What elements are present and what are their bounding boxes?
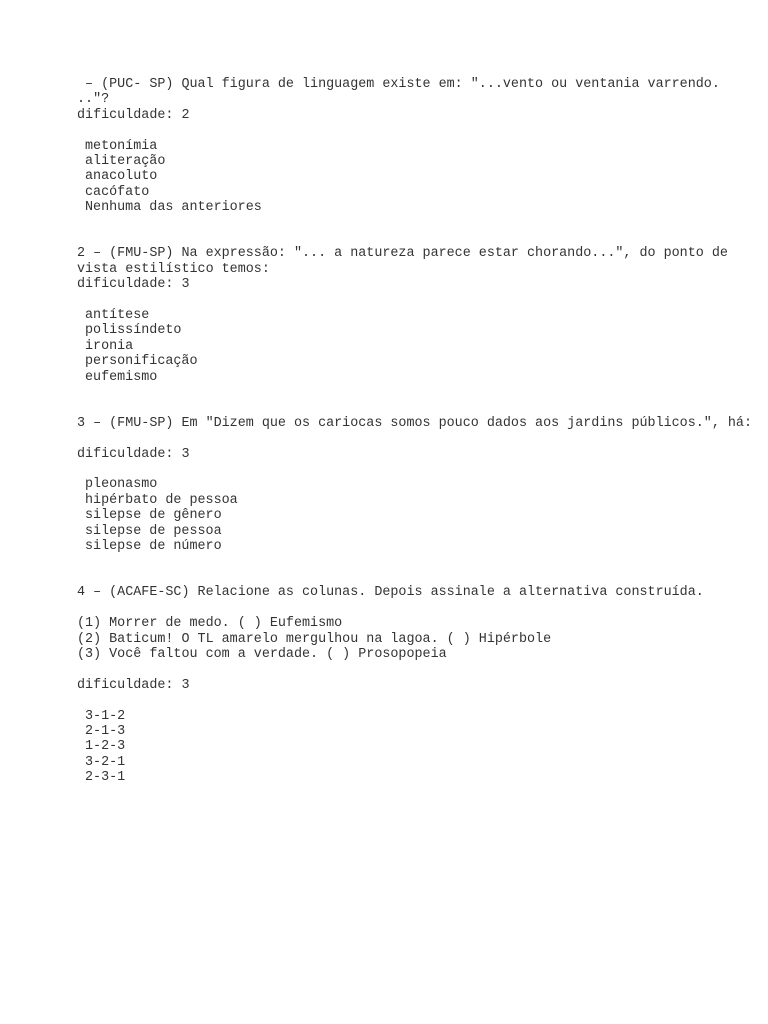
option-item[interactable]: aliteração xyxy=(85,154,166,170)
question-1 xyxy=(77,77,737,216)
option-item[interactable]: hipérbato de pessoa xyxy=(85,492,238,508)
options-list xyxy=(77,709,737,786)
options-list xyxy=(77,139,737,216)
option-item[interactable]: cacófato xyxy=(85,184,150,200)
question-stem-line: 2 – (FMU-SP) Na expressão: "... a natureza parece estar chorando...", do ponto de xyxy=(77,246,728,262)
difficulty-label: dificuldade: 3 xyxy=(77,277,190,293)
option-item[interactable]: 2-3-1 xyxy=(85,770,126,786)
difficulty-label: dificuldade: 2 xyxy=(77,107,190,123)
columns-list xyxy=(77,616,737,662)
column-item: (1) Morrer de medo. ( ) Eufemismo xyxy=(77,616,343,632)
question-stem-line: .."? xyxy=(77,92,110,108)
difficulty-label: dificuldade: 3 xyxy=(77,677,190,693)
option-item[interactable]: personificação xyxy=(85,354,198,370)
option-item[interactable]: polissíndeto xyxy=(85,323,182,339)
column-item: (3) Você faltou com a verdade. ( ) Prosopopeia xyxy=(77,646,447,662)
question-stem-line: 4 – (ACAFE-SC) Relacione as colunas. Depois assinale a alternativa construída. xyxy=(77,585,704,601)
options-list xyxy=(77,308,737,385)
difficulty-label: dificuldade: 3 xyxy=(77,446,190,462)
document-page xyxy=(77,77,752,786)
question-stem-line: 3 – (FMU-SP) Em "Dizem que os cariocas somos pouco dados aos jardins públicos.", há: xyxy=(77,415,752,431)
column-item: (2) Baticum! O TL amarelo mergulhou na lagoa. ( ) Hipérbole xyxy=(77,631,552,647)
question-4 xyxy=(77,585,737,785)
option-item[interactable]: ironia xyxy=(85,338,134,354)
option-item[interactable]: silepse de número xyxy=(85,539,222,555)
option-item[interactable]: metonímia xyxy=(85,138,158,154)
option-item[interactable]: antítese xyxy=(85,308,150,324)
question-stem-line: – (PUC- SP) Qual figura de linguagem existe em: "...vento ou ventania varrendo. xyxy=(77,77,720,92)
question-stem-line: vista estilístico temos: xyxy=(77,261,270,277)
option-item[interactable]: silepse de pessoa xyxy=(85,523,222,539)
option-item[interactable]: 3-1-2 xyxy=(85,708,126,724)
option-item[interactable]: eufemismo xyxy=(85,369,158,385)
option-item[interactable]: 3-2-1 xyxy=(85,754,126,770)
option-item[interactable]: 1-2-3 xyxy=(85,739,126,755)
option-item[interactable]: silepse de gênero xyxy=(85,508,222,524)
option-item[interactable]: pleonasmo xyxy=(85,477,158,493)
question-2 xyxy=(77,246,737,385)
question-3 xyxy=(77,415,752,555)
option-item[interactable]: Nenhuma das anteriores xyxy=(85,200,262,216)
options-list xyxy=(77,477,737,554)
option-item[interactable]: 2-1-3 xyxy=(85,723,126,739)
option-item[interactable]: anacoluto xyxy=(85,169,158,185)
